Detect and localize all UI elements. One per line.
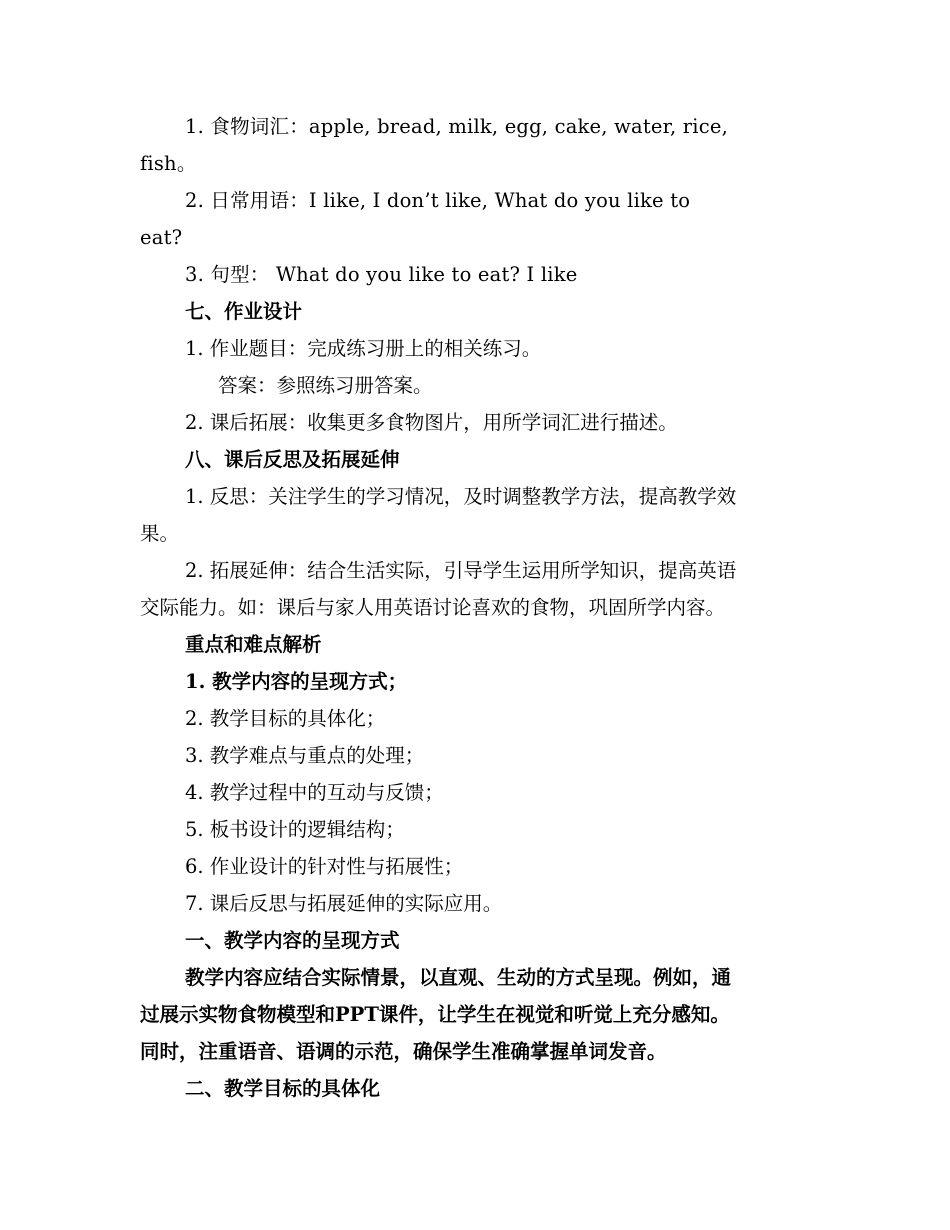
section-heading-key-points: 重点和难点解析 [185, 633, 322, 656]
section-heading-homework: 七、作业设计 [185, 300, 303, 323]
section-heading-reflection: 八、课后反思及拓展延伸 [185, 448, 400, 471]
homework-item-2: 2. 课后拓展：收集更多食物图片，用所学词汇进行描述。 [185, 411, 678, 434]
key-point-5: 5. 板书设计的逻辑结构； [185, 818, 405, 841]
phrases-line-1: 2. 日常用语：I like, I don’t like, What do you like to [185, 189, 691, 212]
section-heading-presentation: 一、教学内容的呈现方式 [185, 929, 400, 952]
vocab-line-2: fish。 [140, 152, 197, 175]
presentation-paragraph-line-2: 过展示实物食物模型和PPT课件，让学生在视觉和听觉上充分感知。 [140, 1003, 730, 1026]
sentence-pattern-line: 3. 句型： What do you like to eat? I like [185, 263, 578, 286]
presentation-paragraph-line-3: 同时，注重语音、语调的示范，确保学生准确掌握单词发音。 [140, 1040, 667, 1063]
homework-answer: 答案：参照练习册答案。 [218, 374, 433, 397]
key-point-3: 3. 教学难点与重点的处理； [185, 744, 425, 767]
key-point-1: 1. 教学内容的呈现方式； [185, 670, 408, 693]
reflection-line-1: 1. 反思：关注学生的学习情况，及时调整教学方法，提高教学效 [185, 485, 737, 508]
key-point-6: 6. 作业设计的针对性与拓展性； [185, 855, 464, 878]
extension-line-1: 2. 拓展延伸：结合生活实际，引导学生运用所学知识，提高英语 [185, 559, 737, 582]
extension-line-2: 交际能力。如：课后与家人用英语讨论喜欢的食物，巩固所学内容。 [140, 596, 726, 619]
key-point-7: 7. 课后反思与拓展延伸的实际应用。 [185, 892, 503, 915]
phrases-line-2: eat? [140, 226, 183, 249]
section-heading-objectives: 二、教学目标的具体化 [185, 1077, 381, 1100]
presentation-paragraph-line-1: 教学内容应结合实际情景，以直观、生动的方式呈现。例如，通 [185, 966, 732, 989]
key-point-2: 2. 教学目标的具体化； [185, 707, 386, 730]
vocab-line-1: 1. 食物词汇：apple, bread, milk, egg, cake, water, rice, [185, 115, 728, 138]
key-point-4: 4. 教学过程中的互动与反馈； [185, 781, 444, 804]
reflection-line-2: 果。 [140, 522, 180, 545]
homework-item-1: 1. 作业题目：完成练习册上的相关练习。 [185, 337, 542, 360]
